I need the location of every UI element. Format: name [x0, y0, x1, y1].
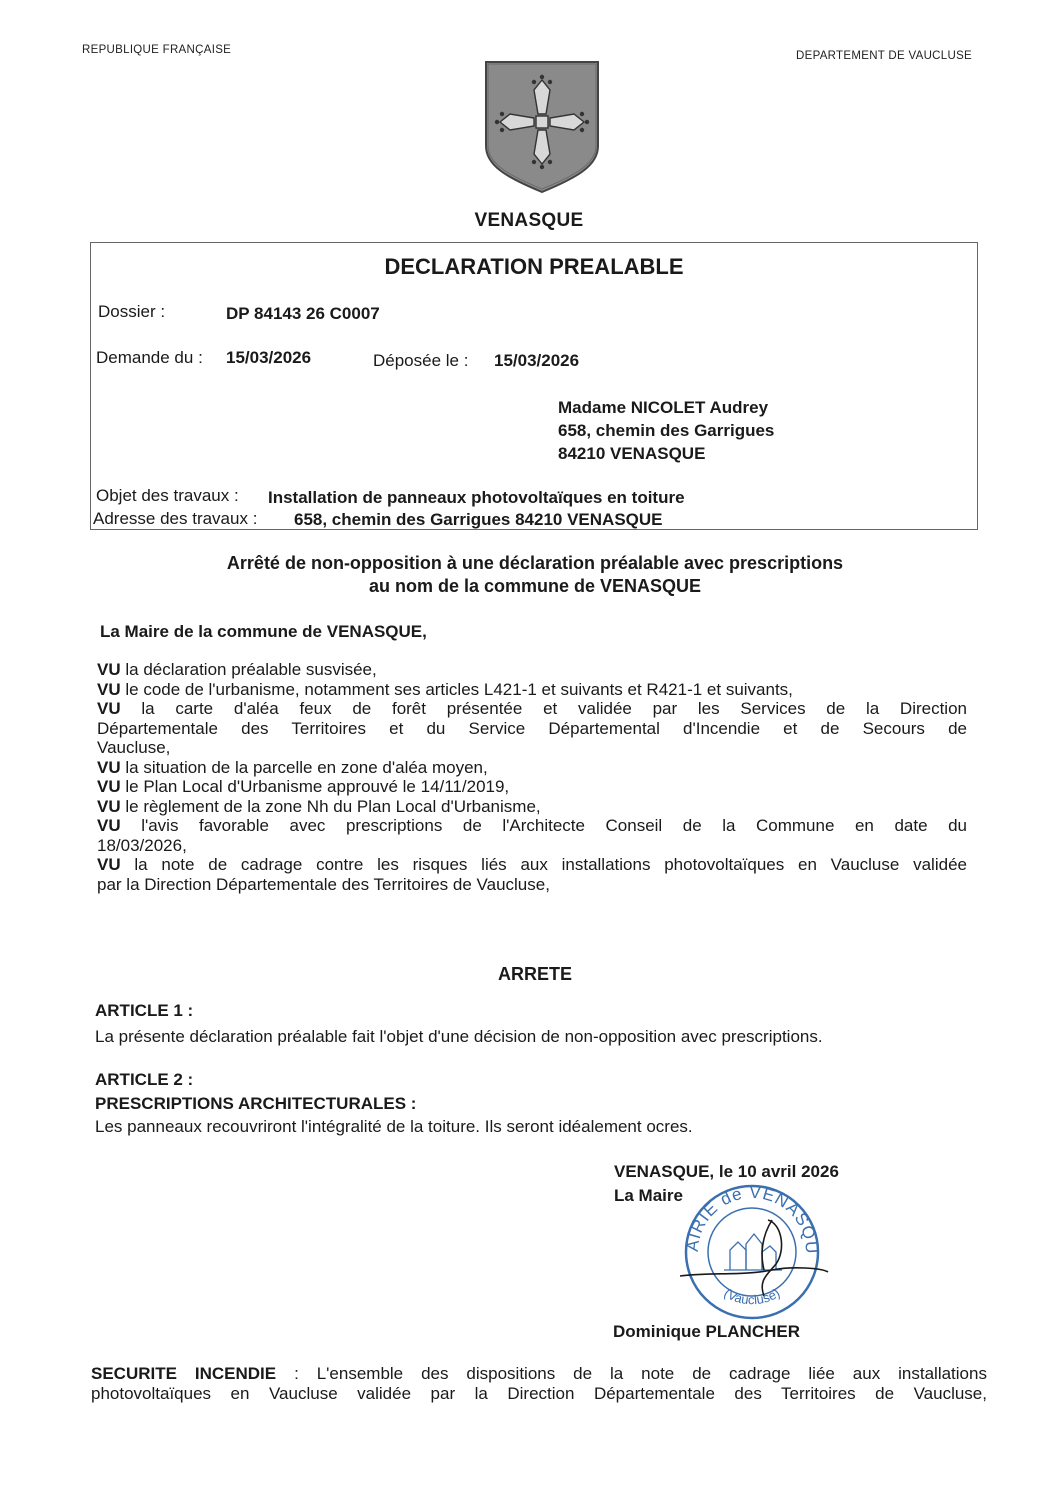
- vu-text: le Plan Local d'Urbanisme approuvé le 14/11/2019,: [125, 777, 510, 796]
- header-right: DEPARTEMENT DE VAUCLUSE: [796, 50, 973, 62]
- demande-value: 15/03/2026: [226, 348, 312, 367]
- vu-keyword: VU: [97, 777, 121, 796]
- article2-text: Les panneaux recouvriront l'intégralité de la toiture. Ils seront idéalement ocres.: [95, 1117, 693, 1136]
- article1-text: La présente déclaration préalable fait l'objet d'une décision de non-opposition avec prescriptions.: [95, 1027, 823, 1046]
- maire-intro: La Maire de la commune de VENASQUE,: [100, 622, 427, 641]
- adresse-label: Adresse des travaux :: [93, 509, 258, 528]
- vu-text-cont: 18/03/2026,: [97, 835, 187, 855]
- arrete-title-line2: au nom de la commune de VENASQUE: [368, 576, 702, 596]
- vu-text: le code de l'urbanisme, notamment ses articles L421-1 et suivants et R421-1 et suivants,: [125, 679, 793, 699]
- objet-value: Installation de panneaux photovoltaïques en toiture: [268, 488, 685, 507]
- vu-item: [97, 699, 967, 719]
- arrete-title-line1: Arrêté de non-opposition à une déclaration préalable avec prescriptions: [226, 553, 844, 573]
- vu-keyword: VU: [97, 855, 121, 874]
- occitan-cross-shield-icon: [484, 60, 600, 194]
- mairie-seal-icon: [672, 1180, 832, 1320]
- vu-keyword: VU: [97, 757, 121, 777]
- vu-item: [97, 816, 967, 836]
- securite-text1: : L'ensemble des dispositions de la note de cadrage liée aux installations: [294, 1364, 987, 1383]
- vu-keyword: VU: [97, 699, 121, 718]
- article1-title: ARTICLE 1 :: [95, 1001, 194, 1020]
- vu-text: l'avis favorable avec prescriptions de l'Architecte Conseil de la Commune en date du: [141, 816, 967, 835]
- article2-title: ARTICLE 2 :: [95, 1070, 194, 1089]
- vu-text: la situation de la parcelle en zone d'aléa moyen,: [125, 757, 488, 777]
- dossier-value: DP 84143 26 C0007: [226, 304, 380, 323]
- vu-text: la carte d'aléa feux de forêt présentée et validée par les Services de la Direction: [141, 699, 967, 718]
- deposee-label: Déposée le :: [373, 351, 469, 370]
- vu-list: [97, 660, 967, 894]
- securite-label: SECURITE INCENDIE: [91, 1364, 277, 1383]
- objet-label: Objet des travaux :: [96, 486, 239, 505]
- header-left: REPUBLIQUE FRANÇAISE: [82, 44, 232, 56]
- vu-item: [97, 777, 967, 797]
- applicant-city: 84210 VENASQUE: [558, 444, 706, 463]
- securite-line2: photovoltaïques en Vaucluse validée par la Direction Départementale des Territoires de Vaucluse,: [91, 1383, 987, 1403]
- vu-keyword: VU: [97, 816, 121, 835]
- signature-place-date: VENASQUE, le 10 avril 2026: [614, 1162, 839, 1181]
- vu-text: la note de cadrage contre les risques liés aux installations photovoltaïques en Vaucluse validée: [134, 855, 967, 874]
- vu-item: [97, 758, 967, 778]
- vu-text-cont: par la Direction Départementale des Territoires de Vaucluse,: [97, 874, 550, 894]
- applicant-street: 658, chemin des Garrigues: [558, 421, 775, 440]
- dossier-label: Dossier :: [98, 302, 166, 321]
- town-name: VENASQUE: [474, 210, 584, 231]
- signature-name: Dominique PLANCHER: [613, 1322, 800, 1341]
- securite-line1: [91, 1364, 987, 1384]
- securite-paragraph: [91, 1364, 987, 1403]
- vu-text-cont: Départementale des Territoires et du Service Départemental d'Incendie et de Secours de: [97, 718, 967, 738]
- adresse-value: 658, chemin des Garrigues 84210 VENASQUE: [294, 510, 663, 529]
- vu-item: [97, 680, 967, 700]
- vu-text-cont: Vaucluse,: [97, 738, 171, 757]
- vu-keyword: VU: [97, 796, 121, 816]
- vu-keyword: VU: [97, 679, 121, 699]
- article2-subtitle: PRESCRIPTIONS ARCHITECTURALES :: [95, 1094, 417, 1113]
- vu-text: le règlement de la zone Nh du Plan Local d'Urbanisme,: [125, 796, 541, 816]
- demande-label: Demande du :: [96, 348, 203, 367]
- signature-role: La Maire: [614, 1186, 683, 1205]
- vu-text: la déclaration préalable susvisée,: [125, 660, 377, 679]
- vu-item: [97, 797, 967, 817]
- svg-text:MAIRIE de VENASQUE: AIRIE de VENASQU: [682, 1182, 822, 1256]
- deposee-value: 15/03/2026: [494, 351, 580, 370]
- declaration-title: DECLARATION PREALABLE: [384, 254, 684, 279]
- vu-keyword: VU: [97, 660, 121, 679]
- arrete-heading: ARRETE: [497, 964, 572, 984]
- svg-text:(Vaucluse): (Vaucluse): [721, 1285, 783, 1308]
- applicant-name: Madame NICOLET Audrey: [558, 398, 769, 417]
- vu-item: [97, 660, 967, 680]
- vu-item: [97, 855, 967, 875]
